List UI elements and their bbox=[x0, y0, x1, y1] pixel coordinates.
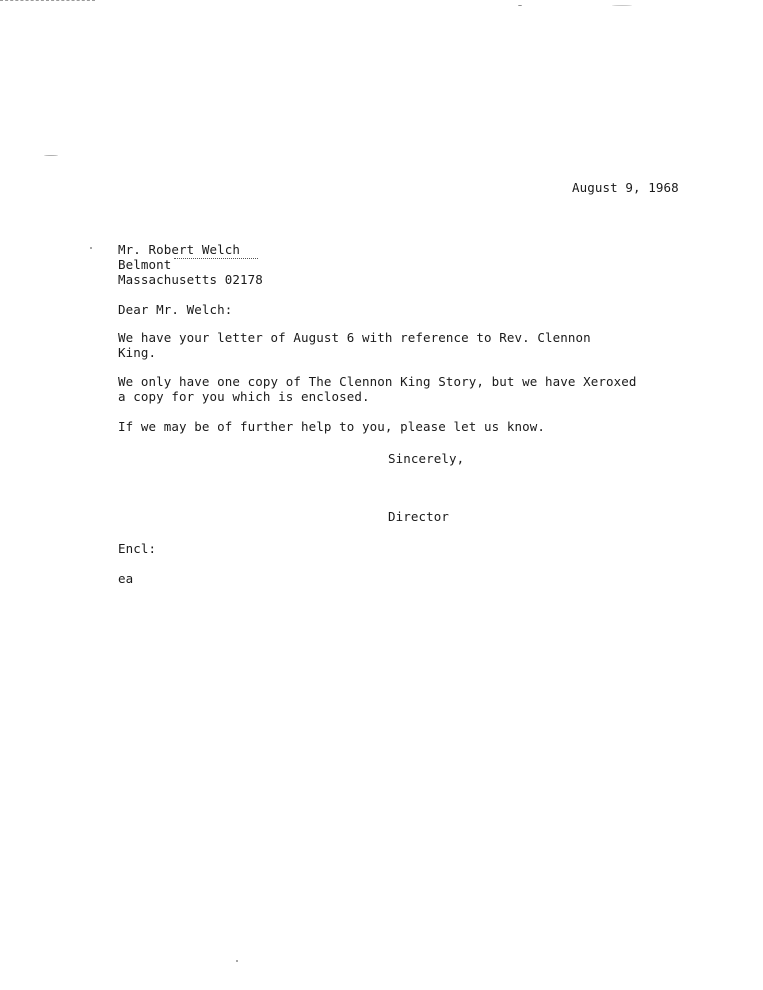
ink-underline-mark bbox=[174, 258, 258, 260]
scan-speck bbox=[44, 155, 58, 156]
recipient-city: Belmont bbox=[118, 257, 172, 272]
scan-speck bbox=[236, 960, 238, 962]
salutation: Dear Mr. Welch: bbox=[118, 302, 233, 317]
recipient-name: Mr. Robert Welch bbox=[118, 242, 241, 257]
scan-speck bbox=[90, 247, 92, 249]
signature-title: Director bbox=[388, 509, 450, 524]
letter-date: August 9, 1968 bbox=[572, 180, 679, 195]
paragraph-3-line-1: If we may be of further help to you, please let us know. bbox=[118, 419, 546, 434]
recipient-state-zip: Massachusetts 02178 bbox=[118, 272, 263, 287]
scan-speck bbox=[612, 5, 632, 6]
scan-edge-marks bbox=[0, 0, 95, 3]
paragraph-1-line-2: King. bbox=[118, 345, 157, 360]
closing: Sincerely, bbox=[388, 451, 465, 466]
paragraph-2-line-2: a copy for you which is enclosed. bbox=[118, 389, 370, 404]
paragraph-2-line-1: We only have one copy of The Clennon King Story, but we have Xeroxed bbox=[118, 374, 637, 389]
enclosure-note: Encl: bbox=[118, 541, 157, 556]
scan-speck bbox=[518, 5, 522, 6]
paragraph-1-line-1: We have your letter of August 6 with reference to Rev. Clennon bbox=[118, 330, 591, 345]
typist-initials: ea bbox=[118, 571, 134, 586]
